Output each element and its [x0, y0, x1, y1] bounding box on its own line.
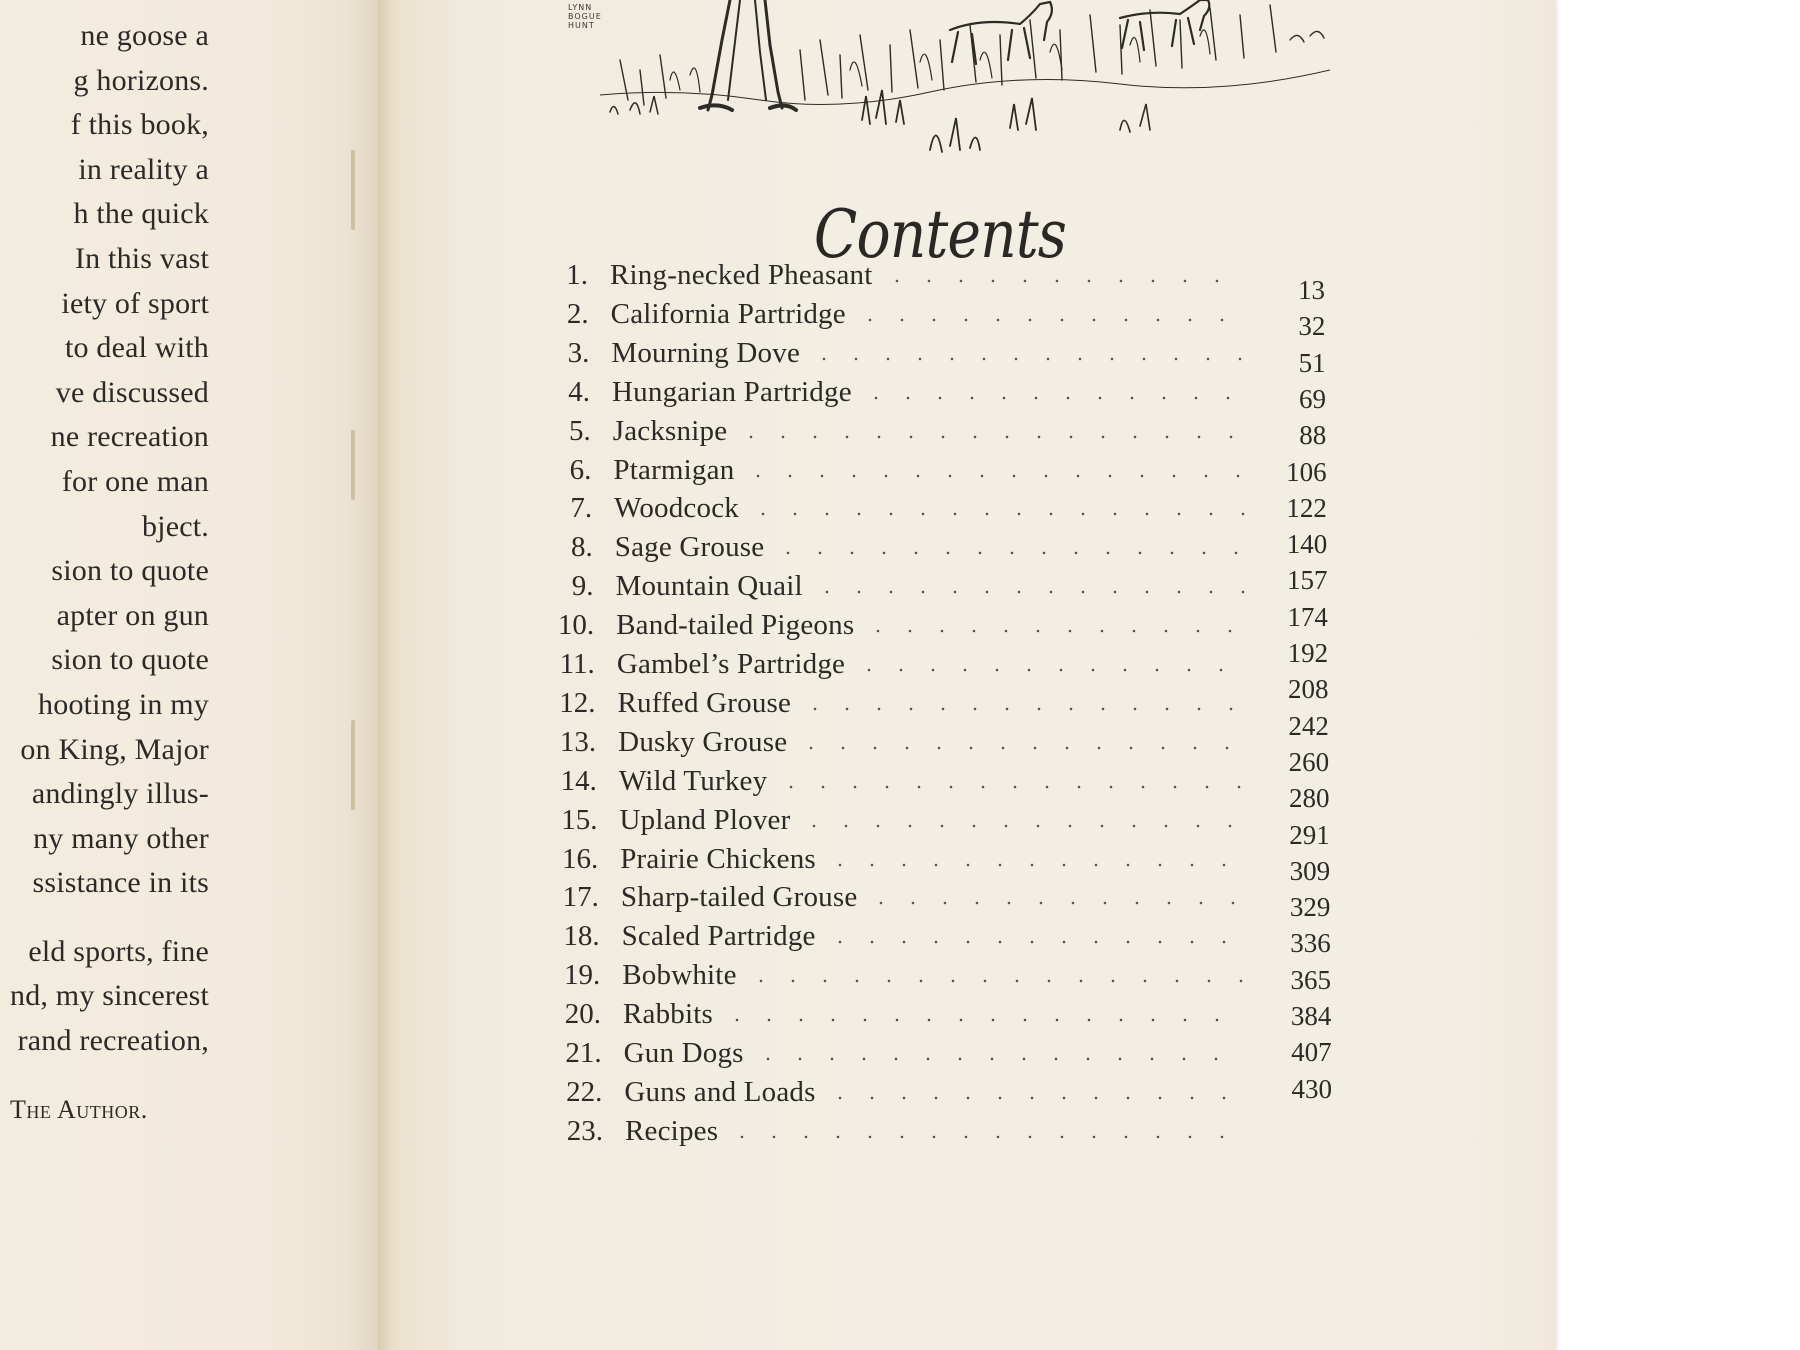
toc-chapter-number: 12. [559, 686, 596, 719]
toc-dot-leader [795, 746, 1246, 750]
toc-page-number: 280 [1288, 783, 1330, 814]
toc-page-number: 174 [1287, 601, 1328, 632]
toc-page-number: 13 [1298, 275, 1325, 305]
left-page-line: on King, Major [20, 732, 209, 766]
toc-dot-leader [860, 396, 1246, 400]
left-page-line: iety of sport [61, 286, 209, 320]
toc-chapter-title: Recipes [625, 1114, 719, 1147]
toc-dot-leader [808, 357, 1246, 361]
toc-chapter-title: Ring-necked Pheasant [610, 259, 873, 291]
toc-chapter-number: 15. [561, 803, 598, 836]
toc-chapter-title: Gambel’s Partridge [616, 648, 846, 680]
toc-chapter-number: 14. [560, 764, 597, 797]
toc-page-number: 329 [1289, 892, 1331, 923]
left-page-line: nd, my sincerest [10, 979, 209, 1013]
toc-chapter-title: Mountain Quail [615, 570, 803, 603]
toc-chapter-title: Ptarmigan [613, 453, 735, 486]
toc-page-number: 208 [1288, 674, 1329, 705]
toc-page-number: 291 [1289, 819, 1330, 850]
toc-chapter-number: 8. [571, 531, 593, 564]
toc-chapter-number: 21. [565, 1037, 602, 1069]
toc-dot-leader [824, 1096, 1246, 1100]
toc-dot-leader [745, 979, 1246, 983]
left-page-line: In this vast [74, 241, 209, 275]
toc-chapter-title: Ruffed Grouse [617, 686, 792, 719]
toc-dot-leader [824, 863, 1246, 867]
toc-chapter-title: Dusky Grouse [618, 725, 788, 758]
toc-chapter-title: Guns and Loads [624, 1075, 816, 1108]
left-page-line: sion to quote [51, 643, 209, 677]
toc-chapter-title: Hungarian Partridge [612, 375, 852, 408]
toc-dot-leader [775, 785, 1246, 789]
toc-chapter-number: 6. [569, 453, 592, 486]
toc-dot-leader [752, 1057, 1246, 1061]
toc-chapter-number: 19. [564, 959, 601, 992]
toc-page-number: 242 [1288, 710, 1329, 741]
toc-chapter-title: Gun Dogs [623, 1037, 744, 1069]
toc-dot-leader [824, 940, 1246, 944]
toc-page-number: 430 [1291, 1073, 1332, 1104]
toc-dot-leader [865, 901, 1246, 905]
toc-page-number: 157 [1287, 565, 1328, 596]
artist-credit-line: BOGUE [568, 12, 602, 21]
toc-dot-leader [853, 668, 1246, 672]
toc-chapter-number: 9. [571, 570, 594, 603]
toc-dot-leader [799, 707, 1246, 711]
toc-page-number: 140 [1286, 529, 1328, 560]
toc-chapter-number: 1. [566, 259, 588, 291]
toc-page-number: 106 [1286, 456, 1327, 487]
left-page-line: andingly illus- [31, 777, 209, 811]
toc-page-number: 384 [1290, 1001, 1332, 1031]
toc-chapter-number: 11. [559, 648, 595, 680]
toc-chapter-number: 10. [557, 609, 595, 642]
toc-page-number: 32 [1298, 311, 1326, 342]
toc-chapter-number: 2. [566, 297, 589, 330]
left-page-line: to deal with [64, 331, 209, 365]
left-page-line: apter on gun [56, 598, 209, 632]
left-page-line: f this book, [70, 108, 209, 142]
toc-dot-leader [854, 318, 1246, 322]
artist-credit-line: HUNT [568, 21, 595, 30]
left-page-line: rand recreation, [17, 1024, 209, 1058]
left-page-line: ssistance in its [32, 866, 209, 900]
left-page-line: h the quick [73, 197, 209, 231]
toc-chapter-number: 18. [563, 920, 600, 953]
toc-page-number: 69 [1298, 383, 1326, 414]
toc-chapter-number: 3. [567, 336, 590, 369]
toc-chapter-title: California Partridge [610, 297, 846, 330]
toc-page-number: 260 [1288, 746, 1330, 777]
toc-page-number: 192 [1287, 638, 1329, 668]
toc-dot-leader [721, 1018, 1246, 1022]
left-page-line: eld sports, fine [28, 934, 209, 968]
toc-chapter-number: 20. [564, 998, 601, 1031]
toc-dot-leader [881, 279, 1246, 283]
toc-chapter-title: Scaled Partridge [621, 920, 816, 953]
toc-page-number: 336 [1290, 928, 1331, 959]
toc-dot-leader [811, 590, 1246, 594]
toc-chapter-number: 22. [566, 1075, 603, 1108]
toc-chapter-number: 23. [566, 1114, 603, 1147]
left-page-line: g horizons. [73, 63, 209, 97]
toc-chapter-title: Jacksnipe [612, 414, 728, 447]
contents-heading: Contents [813, 196, 1067, 273]
toc-chapter-title: Woodcock [614, 492, 739, 525]
toc-page-number: 51 [1298, 347, 1326, 378]
author-signature: The Author. [10, 1095, 148, 1124]
left-page-line: ve discussed [55, 375, 209, 409]
left-page-line: hooting in my [38, 687, 209, 721]
toc-chapter-title: Mourning Dove [611, 336, 801, 369]
toc-page-number: 407 [1291, 1037, 1332, 1068]
toc-chapter-title: Band-tailed Pigeons [616, 609, 855, 642]
toc-page-number: 88 [1299, 420, 1327, 451]
left-page-line: ne goose a [80, 19, 209, 52]
toc-dot-leader [735, 435, 1246, 439]
artist-credit-line: LYNN [568, 3, 593, 12]
toc-dot-leader [726, 1135, 1246, 1139]
toc-chapter-title: Upland Plover [619, 803, 791, 836]
left-page-line: ne recreation [50, 420, 209, 454]
left-page-line: bject. [141, 509, 209, 543]
toc-chapter-title: Prairie Chickens [620, 842, 816, 875]
toc-chapter-number: 17. [562, 881, 599, 914]
left-page-line: sion to quote [51, 554, 209, 588]
toc-dot-leader [742, 474, 1246, 478]
toc-dot-leader [747, 512, 1246, 516]
toc-chapter-number: 7. [570, 492, 593, 525]
toc-page-number: 309 [1289, 855, 1331, 886]
toc-page-number: 365 [1290, 964, 1332, 995]
toc-chapter-title: Sharp-tailed Grouse [620, 881, 858, 914]
toc-dot-leader [772, 551, 1246, 555]
toc-chapter-title: Bobwhite [622, 959, 737, 992]
toc-dot-leader [862, 629, 1246, 633]
left-page-line: ny many other [33, 821, 209, 855]
toc-chapter-title: Rabbits [622, 998, 713, 1031]
toc-chapter-number: 16. [561, 842, 599, 875]
toc-page-number: 122 [1286, 492, 1327, 523]
toc-chapter-number: 13. [559, 725, 597, 758]
toc-chapter-number: 4. [568, 375, 591, 408]
left-page-line: for one man [61, 464, 209, 498]
toc-chapter-title: Sage Grouse [614, 531, 765, 564]
toc-dot-leader [798, 824, 1246, 828]
left-page-line: in reality a [78, 152, 209, 186]
toc-chapter-title: Wild Turkey [618, 764, 768, 797]
toc-chapter-number: 5. [568, 414, 591, 447]
